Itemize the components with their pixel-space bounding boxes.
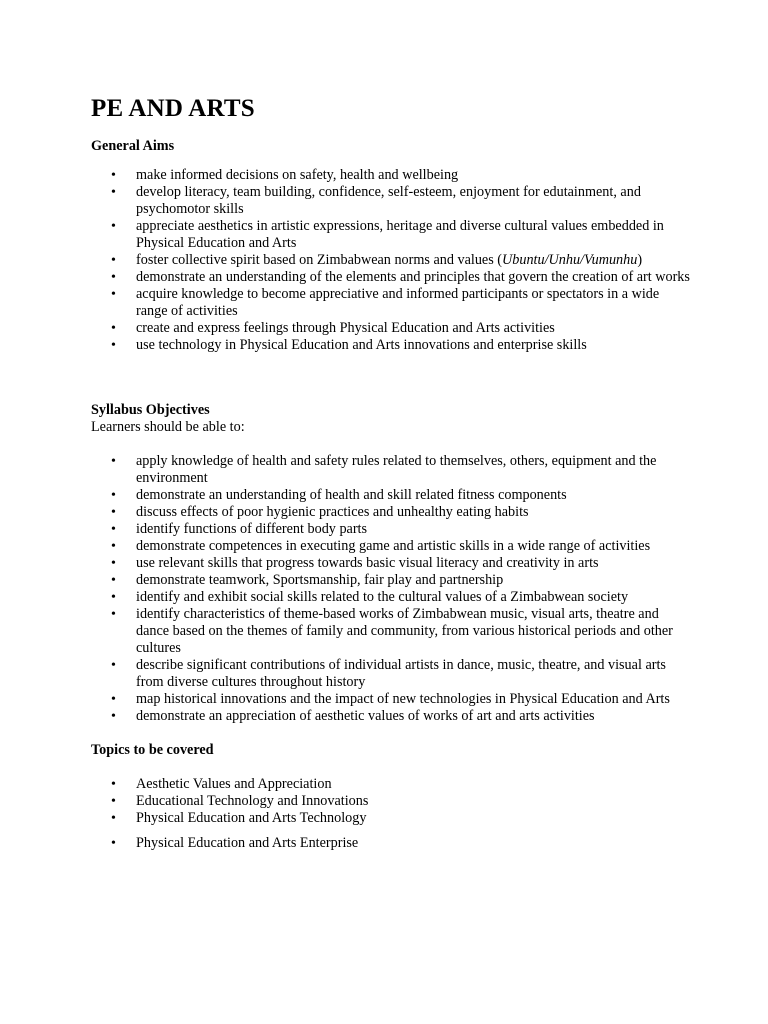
objective-list-item [91, 606, 691, 657]
list-item-text: Physical Education and Arts Enterprise [136, 835, 359, 851]
emphasis-text: Ubuntu/Unhu/Vumunhu [502, 252, 638, 268]
topic-list-item [91, 835, 691, 852]
bullet-icon: • [111, 777, 116, 792]
list-item-text: demonstrate an understanding of health and skill related fitness components [136, 487, 567, 503]
bullet-icon: • [111, 658, 116, 673]
aim-list-item [91, 337, 691, 354]
list-item-text: use technology in Physical Education and Arts innovations and enterprise skills [136, 337, 587, 353]
bullet-icon: • [111, 794, 116, 809]
aim-list-item [91, 218, 691, 252]
bullet-icon: • [111, 556, 116, 571]
bullet-icon: • [111, 270, 116, 285]
topic-list-item [91, 776, 691, 793]
general-aims-list [91, 167, 691, 354]
objective-list-item [91, 504, 691, 521]
topic-list-item [91, 810, 691, 827]
objectives-intro: Learners should be able to: [91, 419, 245, 435]
objective-list-item [91, 657, 691, 691]
list-item-text: Aesthetic Values and Appreciation [136, 776, 332, 792]
objective-list-item [91, 453, 691, 487]
bullet-icon: • [111, 836, 116, 851]
bullet-icon: • [111, 488, 116, 503]
bullet-icon: • [111, 522, 116, 537]
list-item-text: demonstrate an appreciation of aesthetic values of works of art and arts activities [136, 708, 595, 724]
bullet-icon: • [111, 219, 116, 234]
list-item-text: identify characteristics of theme-based works of Zimbabwean music, visual arts, theatre and dance based on the themes of family and community, from various historical periods and other cultures [136, 606, 673, 656]
list-item-text: discuss effects of poor hygienic practices and unhealthy eating habits [136, 504, 529, 520]
aim-list-item [91, 286, 691, 320]
objective-list-item [91, 691, 691, 708]
bullet-icon: • [111, 338, 116, 353]
list-item-text: use relevant skills that progress towards basic visual literacy and creativity in arts [136, 555, 599, 571]
list-item-text: describe significant contributions of individual artists in dance, music, theatre, and visual arts from diverse cultures throughout history [136, 657, 666, 690]
bullet-icon: • [111, 185, 116, 200]
aim-list-item [91, 269, 691, 286]
list-item-text: Educational Technology and Innovations [136, 793, 369, 809]
list-item-text: map historical innovations and the impact of new technologies in Physical Education and Arts [136, 691, 670, 707]
bullet-icon: • [111, 607, 116, 622]
list-item-text: demonstrate teamwork, Sportsmanship, fair play and partnership [136, 572, 504, 588]
list-item-text: acquire knowledge to become appreciative and informed participants or spectators in a wide range of activities [136, 286, 660, 319]
objective-list-item [91, 572, 691, 589]
list-item-text: demonstrate competences in executing game and artistic skills in a wide range of activities [136, 538, 651, 554]
bullet-icon: • [111, 253, 116, 268]
list-item-text: develop literacy, team building, confidence, self-esteem, enjoyment for edutainment, and psychomotor skills [136, 184, 641, 217]
bullet-icon: • [111, 709, 116, 724]
list-item-text: demonstrate an understanding of the elements and principles that govern the creation of art works [136, 269, 690, 285]
bullet-icon: • [111, 505, 116, 520]
general-aims-heading: General Aims [91, 138, 175, 154]
objective-list-item [91, 538, 691, 555]
bullet-icon: • [111, 287, 116, 302]
topic-list-item [91, 793, 691, 810]
document-page [91, 92, 691, 852]
list-item-text: identify functions of different body parts [136, 521, 368, 537]
list-item-text: appreciate aesthetics in artistic expressions, heritage and diverse cultural values embedded in Physical Education and Arts [136, 218, 664, 251]
aim-list-item [91, 252, 691, 269]
list-item-text: identify and exhibit social skills related to the cultural values of a Zimbabwean society [136, 589, 629, 605]
bullet-icon: • [111, 590, 116, 605]
topics-heading: Topics to be covered [91, 742, 214, 758]
list-item-text: Physical Education and Arts Technology [136, 810, 367, 826]
bullet-icon: • [111, 168, 116, 183]
bullet-icon: • [111, 811, 116, 826]
objective-list-item [91, 708, 691, 725]
aim-list-item [91, 167, 691, 184]
aim-list-item [91, 184, 691, 218]
bullet-icon: • [111, 321, 116, 336]
topics-list [91, 776, 691, 852]
page-title: PE AND ARTS [91, 95, 255, 122]
objective-list-item [91, 487, 691, 504]
syllabus-objectives-heading: Syllabus Objectives [91, 402, 210, 418]
bullet-icon: • [111, 539, 116, 554]
objective-list-item [91, 555, 691, 572]
objective-list-item [91, 589, 691, 606]
list-item-text: make informed decisions on safety, health and wellbeing [136, 167, 459, 183]
aim-list-item [91, 320, 691, 337]
list-item-text: foster collective spirit based on Zimbabwean norms and values (Ubuntu/Unhu/Vumunhu) [136, 252, 643, 268]
bullet-icon: • [111, 573, 116, 588]
bullet-icon: • [111, 454, 116, 469]
syllabus-objectives-list [91, 453, 691, 725]
list-item-text: apply knowledge of health and safety rules related to themselves, others, equipment and the environment [136, 453, 657, 486]
objective-list-item [91, 521, 691, 538]
bullet-icon: • [111, 692, 116, 707]
list-item-text: create and express feelings through Physical Education and Arts activities [136, 320, 555, 336]
